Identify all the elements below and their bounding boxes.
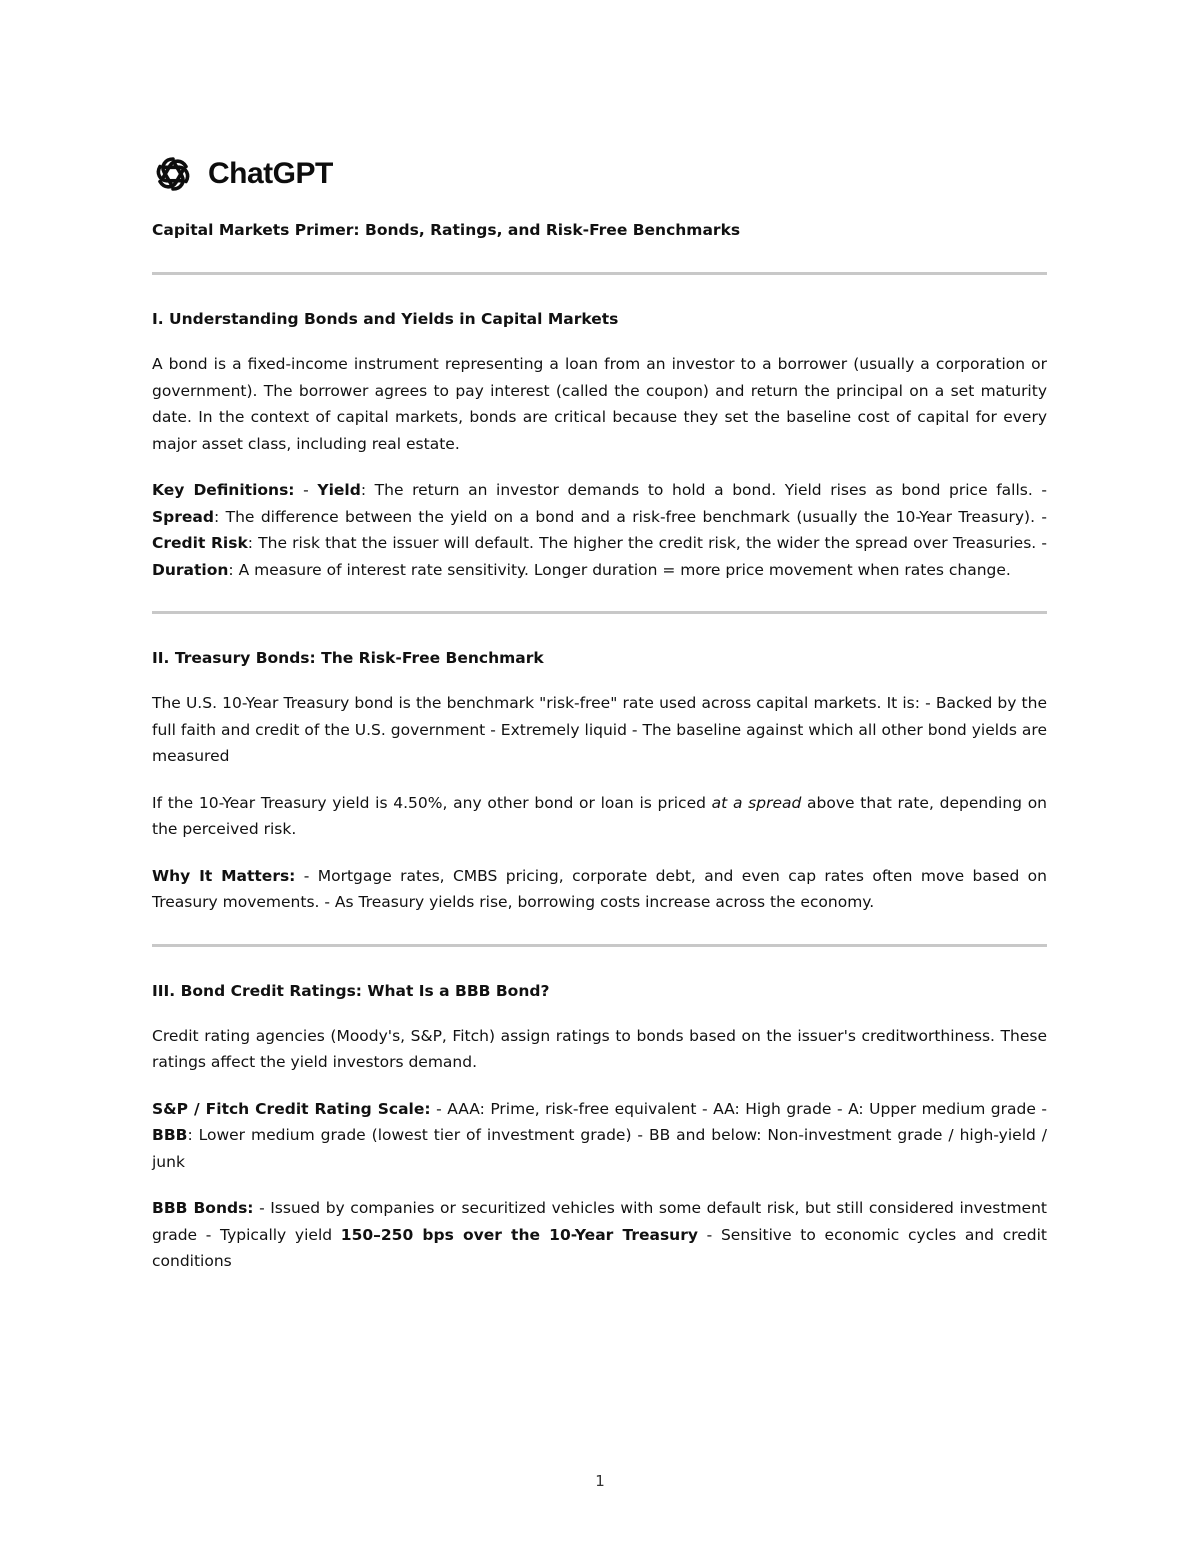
chatgpt-knot-icon xyxy=(152,153,194,195)
section-2-heading: II. Treasury Bonds: The Risk-Free Benchmark xyxy=(152,649,544,667)
why-it-matters-paragraph: Why It Matters: - Mortgage rates, CMBS pricing, corporate debt, and even cap rates often move based on Treasury movements. - As Treasury yields rise, borrowing costs increase across the economy. xyxy=(152,866,1047,911)
logo-text: ChatGPT xyxy=(208,157,333,190)
term-bbb: BBB xyxy=(152,1126,188,1144)
section-divider xyxy=(152,611,1047,614)
section-1-paragraph: A bond is a fixed-income instrument representing a loan from an investor to a borrower (usually a corporation or government). The borrower agrees to pay interest (called the coupon) and return the principal on a set maturity date. In the context of capital markets, bonds are critical because they set the baseline cost of capital for every major asset class, including real estate. xyxy=(152,355,1047,453)
why-it-matters-label: Why It Matters: xyxy=(152,866,296,885)
key-definitions-label: Key Definitions: xyxy=(152,481,295,499)
document-title: Capital Markets Primer: Bonds, Ratings, and Risk-Free Benchmarks xyxy=(152,221,741,239)
term-credit-risk: Credit Risk xyxy=(152,534,248,552)
section-1-heading: I. Understanding Bonds and Yields in Capital Markets xyxy=(152,310,619,328)
bbb-bonds-label: BBB Bonds: xyxy=(152,1199,254,1217)
term-duration: Duration xyxy=(152,560,229,579)
term-yield: Yield xyxy=(317,481,361,499)
term-spread: Spread xyxy=(152,507,214,526)
section-3-paragraph: Credit rating agencies (Moody's, S&P, Fitch) assign ratings to bonds based on the issuer's creditworthiness. These ratings affect the yield investors demand. xyxy=(152,1026,1047,1071)
section-3-heading: III. Bond Credit Ratings: What Is a BBB Bond? xyxy=(152,981,550,1000)
rating-scale-label: S&P / Fitch Credit Rating Scale: xyxy=(152,1099,431,1118)
document-page xyxy=(152,150,1047,1295)
section-divider xyxy=(152,272,1047,275)
bbb-bonds-paragraph: BBB Bonds: - Issued by companies or securitized vehicles with some default risk, but still considered investment grade - Typically yield 150–250 bps over the 10-Year Treasury - Sensitive to economic cycles and credit conditions xyxy=(152,1199,1048,1270)
spread-paragraph: If the 10-Year Treasury yield is 4.50%, any other bond or loan is priced at a spread above that rate, depending on the perceived risk. xyxy=(152,793,1048,838)
key-definitions-paragraph: Key Definitions: - Yield: The return an investor demands to hold a bond. Yield rises as bond price falls. - Spread: The difference between the yield on a bond and a risk-free benchmark (usually the 10-Year Treasury). - Credit Risk: The risk that the issuer will default. The higher the credit risk, the wider the spread over Treasuries. - Duration: A measure of interest rate sensitivity. Longer duration = more price movement when rates change. xyxy=(152,481,1048,579)
section-divider xyxy=(152,944,1047,947)
emphasis-at-a-spread: at a spread xyxy=(711,793,802,812)
section-2-paragraph: The U.S. 10-Year Treasury bond is the benchmark "risk-free" rate used across capital markets. It is: - Backed by the full faith and credit of the U.S. government - Extremely liquid - The baseline against which all other bond yields are measured xyxy=(152,694,1047,765)
bbb-yield-spread: 150–250 bps over the 10-Year Treasury xyxy=(340,1225,698,1244)
chatgpt-logo xyxy=(152,150,1047,198)
page-number: 1 xyxy=(595,1472,605,1490)
rating-scale-paragraph: S&P / Fitch Credit Rating Scale: - AAA: Prime, risk-free equivalent - AA: High grade - A: Upper medium grade - BBB: Lower medium grade (lowest tier of investment grade) - BB and below: Non-investment grade / high-yield / junk xyxy=(152,1099,1047,1171)
